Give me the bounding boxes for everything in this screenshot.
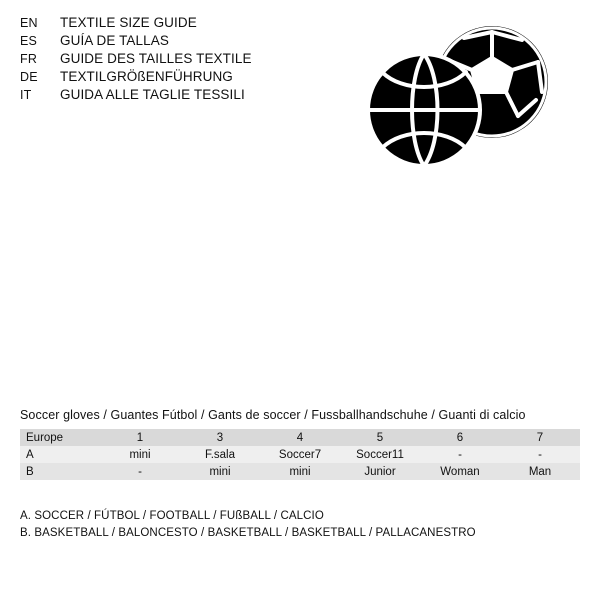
size-table	[20, 429, 580, 480]
language-code: EN	[20, 16, 38, 30]
table-cell: mini	[289, 465, 311, 478]
table-header-cell: 6	[456, 431, 464, 444]
language-row	[20, 68, 252, 86]
language-title: GUIDA ALLE TAGLIE TESSILI	[60, 87, 245, 102]
table-caption: Soccer gloves / Guantes Fútbol / Gants de soccer / Fussballhandschuhe / Guanti di calcio	[20, 408, 526, 422]
language-row	[20, 14, 252, 32]
soccer-and-basketball-balls-icon	[352, 22, 562, 172]
language-code: FR	[20, 52, 38, 66]
table-cell: Soccer7	[278, 448, 322, 461]
language-row	[20, 32, 252, 50]
table-cell: mini	[129, 448, 151, 461]
table-cell: Junior	[364, 465, 396, 478]
footnote-list	[20, 508, 580, 542]
table-header-cell: 4	[296, 431, 304, 444]
language-code: ES	[20, 34, 38, 48]
table-row-label: B	[26, 465, 34, 478]
table-cell: -	[538, 448, 542, 461]
table-header-cell: 5	[376, 431, 384, 444]
language-row	[20, 50, 252, 68]
language-title: TEXTILGRÖßENFÜHRUNG	[60, 69, 233, 84]
table-cell: -	[138, 465, 142, 478]
table-cell: Soccer11	[356, 448, 404, 461]
table-row	[20, 446, 580, 463]
table-header-cell: 3	[216, 431, 224, 444]
language-title-list	[20, 14, 252, 104]
table-cell: mini	[209, 465, 231, 478]
size-table-section	[20, 408, 580, 480]
footnote-b: B. BASKETBALL / BALONCESTO / BASKETBALL / BASKETBALL / PALLACANESTRO	[20, 527, 476, 539]
table-header-cell: 1	[136, 431, 144, 444]
language-title: TEXTILE SIZE GUIDE	[60, 15, 197, 30]
basketball-icon	[368, 54, 480, 166]
table-row-label: A	[26, 448, 34, 461]
table-cell: Man	[528, 465, 552, 478]
table-header-row	[20, 429, 580, 446]
footnote-a: A. SOCCER / FÚTBOL / FOOTBALL / FUßBALL / CALCIO	[20, 510, 324, 522]
table-cell: -	[458, 448, 462, 461]
language-title: GUÍA DE TALLAS	[60, 33, 169, 48]
language-row	[20, 86, 252, 104]
language-code: DE	[20, 70, 38, 84]
language-code: IT	[20, 88, 32, 102]
table-cell: Woman	[440, 465, 480, 478]
table-header-cell: 7	[536, 431, 544, 444]
table-cell: F.sala	[204, 448, 236, 461]
language-title: GUIDE DES TAILLES TEXTILE	[60, 51, 252, 66]
table-row	[20, 463, 580, 480]
table-header-cell: Europe	[26, 431, 64, 444]
